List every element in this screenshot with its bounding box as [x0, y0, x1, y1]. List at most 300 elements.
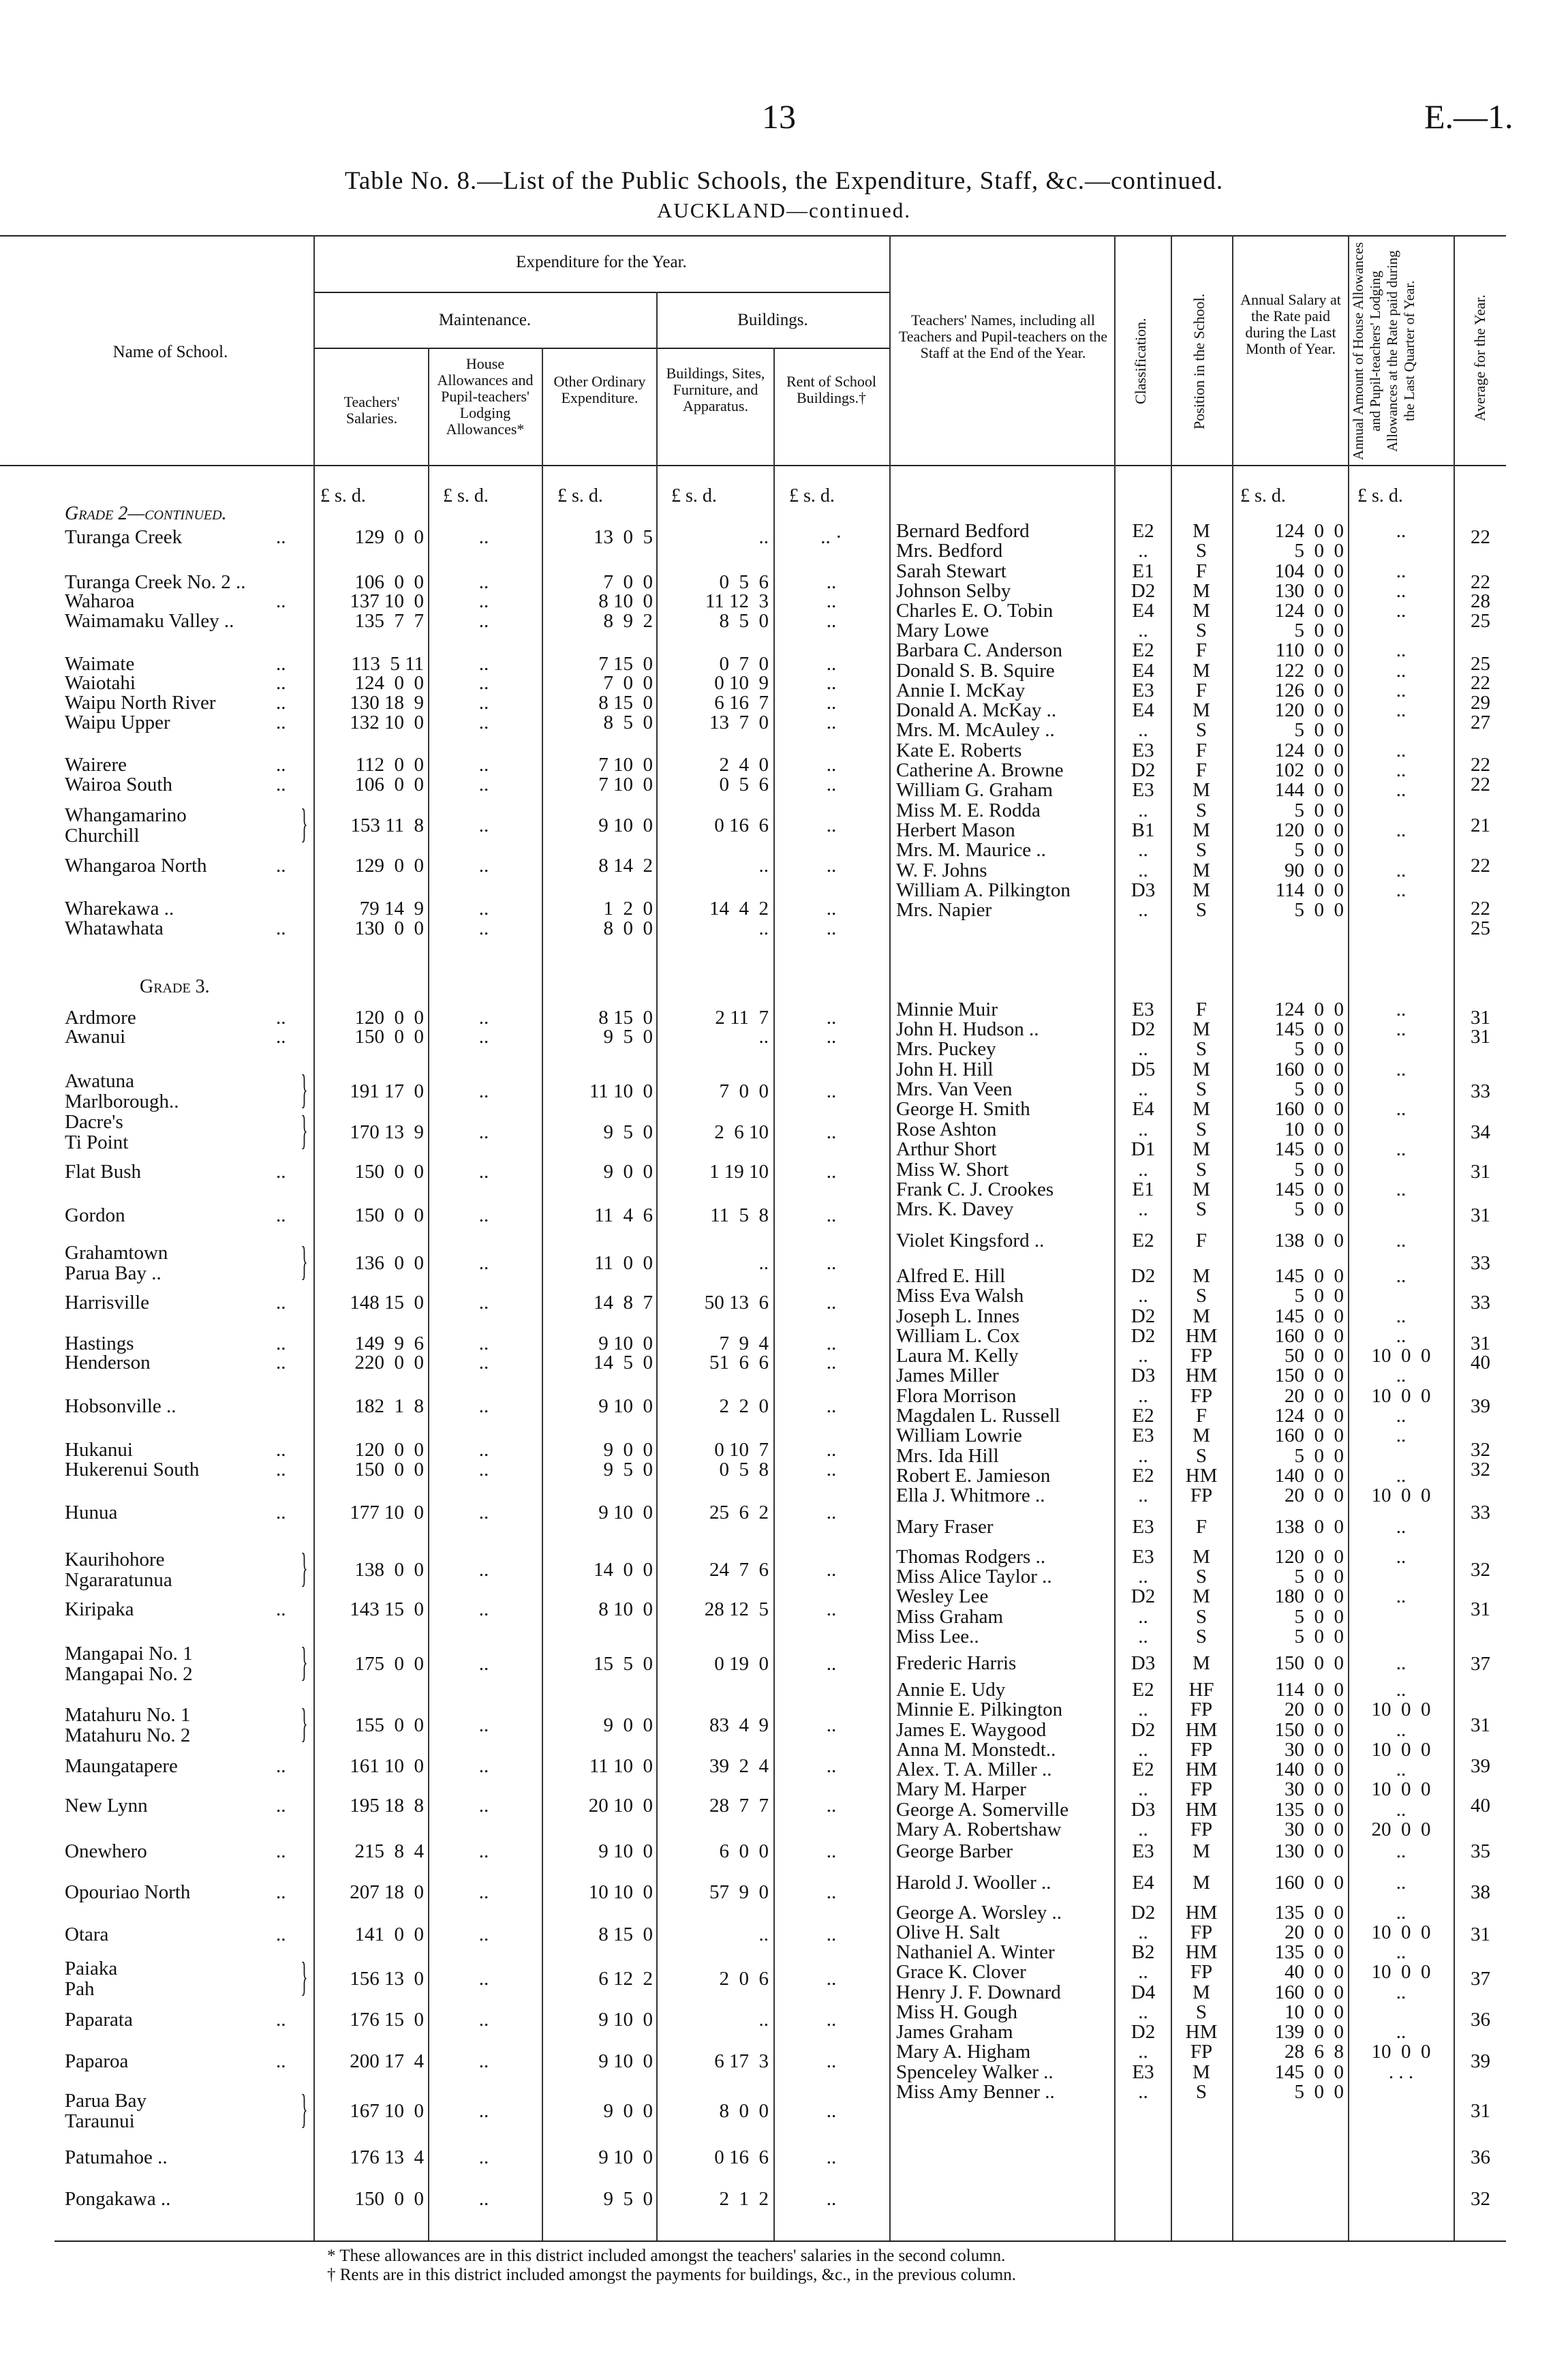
allowance-cell: ..: [1396, 1872, 1406, 1894]
school-name: Hastings: [65, 1333, 134, 1354]
salary-cell: 160 0 0: [1274, 1325, 1344, 1347]
teachers-salaries-cell: 215 8 4: [354, 1840, 424, 1862]
teacher-name: Thomas Rodgers ..: [896, 1546, 1046, 1568]
salary-cell: 150 0 0: [1274, 1365, 1344, 1386]
other-expenditure-cell: 11 4 6: [594, 1204, 653, 1226]
teacher-name: Bernard Bedford: [896, 520, 1030, 542]
average-cell: 38: [1471, 1881, 1490, 1903]
salary-cell: 20 0 0: [1285, 1485, 1344, 1506]
leader-dots: ..: [276, 672, 286, 694]
brace-symbol: }: [301, 2086, 308, 2131]
salary-cell: 126 0 0: [1274, 680, 1344, 701]
salary-cell: 160 0 0: [1274, 1098, 1344, 1120]
position-cell: S: [1195, 1606, 1208, 1628]
teachers-salaries-cell: 176 13 4: [350, 2146, 424, 2168]
brace-symbol: }: [301, 1701, 308, 1746]
teacher-name: Nathaniel A. Winter: [896, 1941, 1055, 1963]
salary-cell: 40 0 0: [1285, 1961, 1344, 1983]
house-allowances-cell: ..: [478, 2100, 489, 2122]
house-allowances-cell: ..: [478, 774, 489, 795]
school-name: Turanga Creek: [65, 526, 183, 548]
teacher-name: Henry J. F. Downard: [896, 1981, 1061, 2003]
house-allowances-cell: ..: [478, 610, 489, 632]
other-expenditure-cell: 14 8 7: [594, 1292, 653, 1313]
position-cell: FP: [1190, 1385, 1213, 1407]
house-allowances-cell: ..: [478, 692, 489, 714]
teachers-salaries-cell: 150 0 0: [354, 1459, 424, 1480]
teachers-salaries-cell: 182 1 8: [354, 1395, 424, 1417]
classification-cell: ..: [1138, 1566, 1148, 1587]
salary-cell: 5 0 0: [1294, 620, 1344, 641]
buildings-cell: ..: [758, 1924, 769, 1945]
position-cell: S: [1195, 2081, 1208, 2103]
classification-cell: ..: [1138, 1819, 1148, 1840]
classification-cell: ..: [1138, 1445, 1148, 1467]
salary-cell: 114 0 0: [1275, 879, 1344, 901]
rent-cell: ..: [826, 1026, 837, 1048]
salary-cell: 145 0 0: [1274, 1138, 1344, 1160]
buildings-cell: ..: [758, 917, 769, 939]
position-cell: M: [1193, 1098, 1210, 1120]
salary-cell: 90 0 0: [1285, 860, 1344, 881]
classification-cell: D2: [1131, 1902, 1156, 1924]
house-allowances-cell: ..: [478, 2050, 489, 2072]
rent-cell: ..: [826, 1653, 837, 1675]
classification-cell: D2: [1131, 2021, 1156, 2043]
school-name: Matahuru No. 1: [65, 1704, 191, 1726]
average-cell: 22: [1471, 774, 1490, 795]
header-average: Average for the Year.: [1471, 294, 1488, 421]
footnote-2: † Rents are in this district included amongst the payments for buildings, &c., in the previous column.: [327, 2266, 1016, 2284]
other-expenditure-cell: 8 14 2: [598, 855, 653, 877]
house-allowances-cell: ..: [478, 1026, 489, 1048]
buildings-cell: 2 1 2: [719, 2188, 769, 2210]
allowance-cell: ..: [1396, 1941, 1406, 1963]
school-name: Opouriao North: [65, 1881, 191, 1903]
salary-cell: 135 0 0: [1274, 1941, 1344, 1963]
rent-cell: ..: [826, 1881, 837, 1903]
house-allowances-cell: ..: [478, 1395, 489, 1417]
rent-cell: ..: [826, 898, 837, 920]
teacher-name: Joseph L. Innes: [896, 1305, 1020, 1327]
average-cell: 22: [1471, 571, 1490, 593]
average-cell: 37: [1471, 1968, 1490, 1990]
header-bottom-rule: [0, 465, 1506, 466]
allowance-cell: 10 0 0: [1371, 1699, 1431, 1720]
school-name: Mangapai No. 1: [65, 1643, 193, 1665]
header-classification: Classification.: [1132, 318, 1149, 405]
rent-cell: ..: [826, 1080, 837, 1102]
position-cell: M: [1193, 1265, 1210, 1287]
classification-cell: D2: [1131, 580, 1156, 602]
other-expenditure-cell: 9 10 0: [598, 1395, 653, 1417]
house-allowances-cell: ..: [478, 2146, 489, 2168]
header-other-expenditure: Other Ordinary Expenditure.: [553, 373, 646, 406]
average-cell: 31: [1471, 1007, 1490, 1029]
page-number: 13: [762, 97, 796, 136]
salary-cell: 145 0 0: [1274, 1265, 1344, 1287]
col-line: [889, 235, 891, 2240]
leader-dots: ..: [276, 1755, 286, 1777]
school-name: Churchill: [65, 825, 140, 847]
other-expenditure-cell: 9 5 0: [603, 2188, 653, 2210]
allowance-cell: ..: [1396, 740, 1406, 761]
rent-cell: ..: [826, 1968, 837, 1990]
position-cell: HF: [1188, 1679, 1214, 1701]
average-cell: 40: [1471, 1795, 1490, 1817]
school-name: Patumahoe ..: [65, 2146, 168, 2168]
teachers-salaries-cell: 130 18 9: [350, 692, 424, 714]
classification-cell: D3: [1131, 879, 1156, 901]
house-allowances-cell: ..: [478, 1714, 489, 1736]
other-expenditure-cell: 7 0 0: [603, 672, 653, 694]
position-cell: HM: [1185, 1325, 1218, 1347]
rent-cell: ..: [826, 855, 837, 877]
teachers-salaries-cell: 137 10 0: [350, 590, 424, 612]
position-cell: S: [1195, 1626, 1208, 1647]
school-name: Otara: [65, 1924, 109, 1945]
other-expenditure-cell: 9 5 0: [603, 1026, 653, 1048]
house-allowances-cell: ..: [478, 1459, 489, 1480]
house-allowances-cell: ..: [478, 1352, 489, 1373]
classification-cell: ..: [1138, 860, 1148, 881]
allowance-cell: ..: [1396, 1902, 1406, 1924]
allowance-cell: ..: [1396, 639, 1406, 661]
buildings-cell: 2 11 7: [715, 1007, 769, 1029]
leader-dots: ..: [276, 1881, 286, 1903]
classification-cell: E3: [1132, 2061, 1154, 2083]
salary-cell: 5 0 0: [1294, 1078, 1344, 1100]
school-name: Parua Bay: [65, 2090, 147, 2112]
rent-cell: ..: [826, 1252, 837, 1274]
rent-cell: ..: [826, 610, 837, 632]
subheader-rule: [313, 348, 889, 349]
house-allowances-cell: ..: [478, 2188, 489, 2210]
col-line: [656, 292, 658, 2240]
teacher-name: Annie E. Udy: [896, 1679, 1006, 1701]
position-cell: F: [1195, 1230, 1208, 1251]
school-name: Paparoa: [65, 2050, 129, 2072]
other-expenditure-cell: 9 10 0: [598, 2009, 653, 2031]
allowance-cell: ..: [1396, 1179, 1406, 1200]
salary-cell: 5 0 0: [1294, 1626, 1344, 1647]
salary-cell: 135 0 0: [1274, 1799, 1344, 1821]
teacher-name: Grace K. Clover: [896, 1961, 1026, 1983]
position-cell: M: [1193, 520, 1210, 542]
classification-cell: ..: [1138, 719, 1148, 741]
teacher-name: Sarah Stewart: [896, 560, 1006, 582]
school-name: Awatuna: [65, 1070, 135, 1092]
position-cell: S: [1195, 1038, 1208, 1060]
buildings-cell: 50 13 6: [704, 1292, 769, 1313]
position-cell: F: [1195, 999, 1208, 1020]
classification-cell: D2: [1131, 1018, 1156, 1040]
teacher-name: Mrs. Van Veen: [896, 1078, 1013, 1100]
salary-cell: 120 0 0: [1274, 1546, 1344, 1568]
other-expenditure-cell: 9 10 0: [598, 1333, 653, 1354]
rent-cell: ..: [826, 1840, 837, 1862]
classification-cell: D2: [1131, 1719, 1156, 1741]
teacher-name: George Barber: [896, 1840, 1013, 1862]
salary-cell: 160 0 0: [1274, 1059, 1344, 1080]
allowance-cell: ..: [1396, 560, 1406, 582]
buildings-cell: ..: [758, 1026, 769, 1048]
teacher-name: James Graham: [896, 2021, 1013, 2043]
allowance-cell: ..: [1396, 1719, 1406, 1741]
salary-cell: 20 0 0: [1285, 1921, 1344, 1943]
house-allowances-cell: ..: [478, 1292, 489, 1313]
salary-cell: 124 0 0: [1274, 999, 1344, 1020]
house-allowances-cell: ..: [478, 1007, 489, 1029]
position-cell: S: [1195, 620, 1208, 641]
rent-cell: ..: [826, 917, 837, 939]
teachers-salaries-cell: 143 15 0: [350, 1598, 424, 1620]
school-name: Waimamaku Valley ..: [65, 610, 234, 632]
leader-dots: ..: [276, 1161, 286, 1183]
average-cell: 37: [1471, 1653, 1490, 1675]
average-cell: 34: [1471, 1121, 1490, 1143]
house-allowances-cell: ..: [478, 526, 489, 548]
position-cell: HM: [1185, 1759, 1218, 1780]
buildings-cell: 28 12 5: [704, 1598, 769, 1620]
teacher-name: Flora Morrison: [896, 1385, 1017, 1407]
classification-cell: B2: [1131, 1941, 1155, 1963]
teachers-salaries-cell: 176 15 0: [350, 2009, 424, 2031]
footnote-1: * These allowances are in this district included amongst the teachers' salaries in the second column.: [327, 2247, 1006, 2265]
teacher-name: Miss M. E. Rodda: [896, 800, 1041, 821]
position-cell: M: [1193, 819, 1210, 841]
allowance-cell: ..: [1396, 1018, 1406, 1040]
buildings-cell: 39 2 4: [709, 1755, 769, 1777]
school-name: Wharekawa ..: [65, 898, 174, 920]
grade-3-heading: Grade 3.: [140, 976, 210, 997]
teacher-name: George A. Worsley ..: [896, 1902, 1062, 1924]
school-name: Parua Bay ..: [65, 1262, 162, 1284]
col-line: [1171, 235, 1172, 2240]
teacher-name: George H. Smith: [896, 1098, 1030, 1120]
leader-dots: ..: [276, 590, 286, 612]
position-cell: HM: [1185, 1719, 1218, 1741]
salary-cell: 140 0 0: [1274, 1465, 1344, 1487]
average-cell: 40: [1471, 1352, 1490, 1373]
house-allowances-cell: ..: [478, 1795, 489, 1817]
house-allowances-cell: ..: [478, 917, 489, 939]
buildings-cell: 0 5 8: [719, 1459, 769, 1480]
rent-cell: ..: [826, 1352, 837, 1373]
teachers-salaries-cell: 135 7 7: [354, 610, 424, 632]
school-name: Gordon: [65, 1204, 125, 1226]
salary-cell: 144 0 0: [1274, 779, 1344, 801]
allowance-cell: ..: [1396, 879, 1406, 901]
col-line: [542, 348, 543, 2240]
teacher-name: Miss Eva Walsh: [896, 1285, 1024, 1307]
position-cell: M: [1193, 1305, 1210, 1327]
teacher-name: Minnie Muir: [896, 999, 998, 1020]
salary-cell: 5 0 0: [1294, 1159, 1344, 1181]
teacher-name: Mary Fraser: [896, 1516, 994, 1538]
leader-dots: ..: [276, 1292, 286, 1313]
classification-cell: ..: [1138, 2041, 1148, 2063]
average-cell: 31: [1471, 1204, 1490, 1226]
classification-cell: E1: [1132, 1179, 1154, 1200]
other-expenditure-cell: 10 10 0: [588, 1881, 653, 1903]
house-allowances-cell: ..: [478, 1502, 489, 1523]
position-cell: M: [1193, 600, 1210, 622]
school-name: Hukerenui South: [65, 1459, 200, 1480]
teachers-salaries-cell: 156 13 0: [350, 1968, 424, 1990]
brace-symbol: }: [301, 1545, 308, 1590]
buildings-cell: 2 0 6: [719, 1968, 769, 1990]
position-cell: HM: [1185, 1902, 1218, 1924]
position-cell: FP: [1190, 1819, 1213, 1840]
buildings-cell: 2 4 0: [719, 754, 769, 776]
house-allowances-cell: ..: [478, 2009, 489, 2031]
average-cell: 25: [1471, 610, 1490, 632]
teacher-name: Harold J. Wooller ..: [896, 1872, 1051, 1894]
teacher-name: Charles E. O. Tobin: [896, 600, 1054, 622]
salary-cell: 30 0 0: [1285, 1819, 1344, 1840]
other-expenditure-cell: 9 0 0: [603, 1439, 653, 1461]
position-cell: F: [1195, 740, 1208, 761]
house-allowances-cell: ..: [478, 1755, 489, 1777]
school-name: Dacre's: [65, 1111, 123, 1133]
classification-cell: E4: [1132, 1098, 1154, 1120]
brace-symbol: }: [301, 1067, 308, 1112]
position-cell: F: [1195, 1405, 1208, 1427]
salary-cell: 30 0 0: [1285, 1739, 1344, 1761]
classification-cell: ..: [1138, 620, 1148, 641]
other-expenditure-cell: 9 5 0: [603, 1459, 653, 1480]
classification-cell: E4: [1132, 600, 1154, 622]
classification-cell: D2: [1131, 1265, 1156, 1287]
position-cell: M: [1193, 1138, 1210, 1160]
rent-cell: ..: [826, 653, 837, 675]
other-expenditure-cell: 9 0 0: [603, 1161, 653, 1183]
position-cell: S: [1195, 1566, 1208, 1587]
school-name: Pah: [65, 1978, 95, 2000]
teachers-salaries-cell: 207 18 0: [350, 1881, 424, 1903]
average-cell: 22: [1471, 898, 1490, 920]
table-bottom-rule: [55, 2240, 1506, 2242]
school-name: Mangapai No. 2: [65, 1663, 193, 1685]
leader-dots: ..: [276, 653, 286, 675]
teacher-name: Spenceley Walker ..: [896, 2061, 1054, 2083]
classification-cell: ..: [1138, 800, 1148, 821]
teacher-name: Miss Lee..: [896, 1626, 979, 1647]
house-allowances-cell: ..: [478, 1080, 489, 1102]
average-cell: 33: [1471, 1252, 1490, 1274]
teacher-name: Magdalen L. Russell: [896, 1405, 1060, 1427]
teacher-name: Violet Kingsford ..: [896, 1230, 1045, 1251]
teacher-name: Mary A. Robertshaw: [896, 1819, 1062, 1840]
classification-cell: D2: [1131, 1585, 1156, 1607]
classification-cell: D3: [1131, 1365, 1156, 1386]
teacher-name: William Lowrie: [896, 1425, 1022, 1446]
position-cell: S: [1195, 540, 1208, 562]
house-allowances-cell: ..: [478, 1161, 489, 1183]
school-name: Maungatapere: [65, 1755, 178, 1777]
salary-cell: 114 0 0: [1275, 1679, 1344, 1701]
teachers-salaries-cell: 175 0 0: [354, 1653, 424, 1675]
position-cell: S: [1195, 1285, 1208, 1307]
position-cell: F: [1195, 1516, 1208, 1538]
rent-cell: ..: [826, 774, 837, 795]
other-expenditure-cell: 13 0 5: [594, 526, 653, 548]
salary-cell: 5 0 0: [1294, 2081, 1344, 2103]
allowance-cell: ..: [1396, 999, 1406, 1020]
salary-cell: 20 0 0: [1285, 1385, 1344, 1407]
school-name: Ti Point: [65, 1131, 129, 1153]
lsd-label: £ s. d.: [557, 485, 603, 506]
teacher-name: Kate E. Roberts: [896, 740, 1022, 761]
position-cell: M: [1193, 1546, 1210, 1568]
buildings-cell: 2 6 10: [714, 1121, 769, 1143]
brace-symbol: }: [301, 1108, 308, 1153]
position-cell: S: [1195, 719, 1208, 741]
position-cell: M: [1193, 1652, 1210, 1674]
other-expenditure-cell: 7 10 0: [598, 774, 653, 795]
classification-cell: E2: [1132, 639, 1154, 661]
teacher-name: James E. Waygood: [896, 1719, 1047, 1741]
classification-cell: ..: [1138, 1778, 1148, 1800]
classification-cell: ..: [1138, 2001, 1148, 2023]
buildings-cell: ..: [758, 2009, 769, 2031]
house-allowances-cell: ..: [478, 855, 489, 877]
header-name-of-school: Name of School.: [112, 343, 228, 361]
allowance-cell: 10 0 0: [1371, 1961, 1431, 1983]
header-maintenance: Maintenance.: [438, 311, 532, 329]
average-cell: 27: [1471, 712, 1490, 733]
average-cell: 32: [1471, 1439, 1490, 1461]
teachers-salaries-cell: 106 0 0: [354, 571, 424, 593]
teachers-salaries-cell: 112 0 0: [355, 754, 424, 776]
teacher-name: Catherine A. Browne: [896, 759, 1064, 781]
allowance-cell: ..: [1396, 1585, 1406, 1607]
position-cell: FP: [1190, 2041, 1213, 2063]
allowance-cell: ..: [1396, 680, 1406, 701]
teacher-name: John H. Hill: [896, 1059, 994, 1080]
school-name: Ngararatunua: [65, 1569, 172, 1591]
school-name: Waiotahi: [65, 672, 136, 694]
school-name: Waipu North River: [65, 692, 216, 714]
teachers-salaries-cell: 141 0 0: [354, 1924, 424, 1945]
other-expenditure-cell: 9 10 0: [598, 2146, 653, 2168]
allowance-cell: ..: [1396, 1305, 1406, 1327]
buildings-cell: 51 6 6: [709, 1352, 769, 1373]
rent-cell: ..: [826, 1924, 837, 1945]
header-buildings: Buildings.: [737, 311, 808, 329]
teachers-salaries-cell: 130 0 0: [354, 917, 424, 939]
position-cell: FP: [1190, 1345, 1213, 1367]
position-cell: FP: [1190, 1961, 1213, 1983]
average-cell: 22: [1471, 526, 1490, 548]
col-line: [1454, 235, 1455, 2240]
buildings-cell: 0 16 6: [714, 2146, 769, 2168]
rent-cell: ..: [826, 1292, 837, 1313]
classification-cell: E3: [1132, 779, 1154, 801]
allowance-cell: ..: [1396, 520, 1406, 542]
salary-cell: 138 0 0: [1274, 1230, 1344, 1251]
teacher-name: George A. Somerville: [896, 1799, 1069, 1821]
classification-cell: ..: [1138, 2081, 1148, 2103]
teacher-name: Miss H. Gough: [896, 2001, 1018, 2023]
classification-cell: E2: [1132, 1759, 1154, 1780]
school-name: Marlborough..: [65, 1091, 179, 1112]
house-allowances-cell: ..: [478, 1881, 489, 1903]
other-expenditure-cell: 9 5 0: [603, 1121, 653, 1143]
position-cell: S: [1195, 899, 1208, 921]
buildings-cell: 7 0 0: [719, 1080, 769, 1102]
